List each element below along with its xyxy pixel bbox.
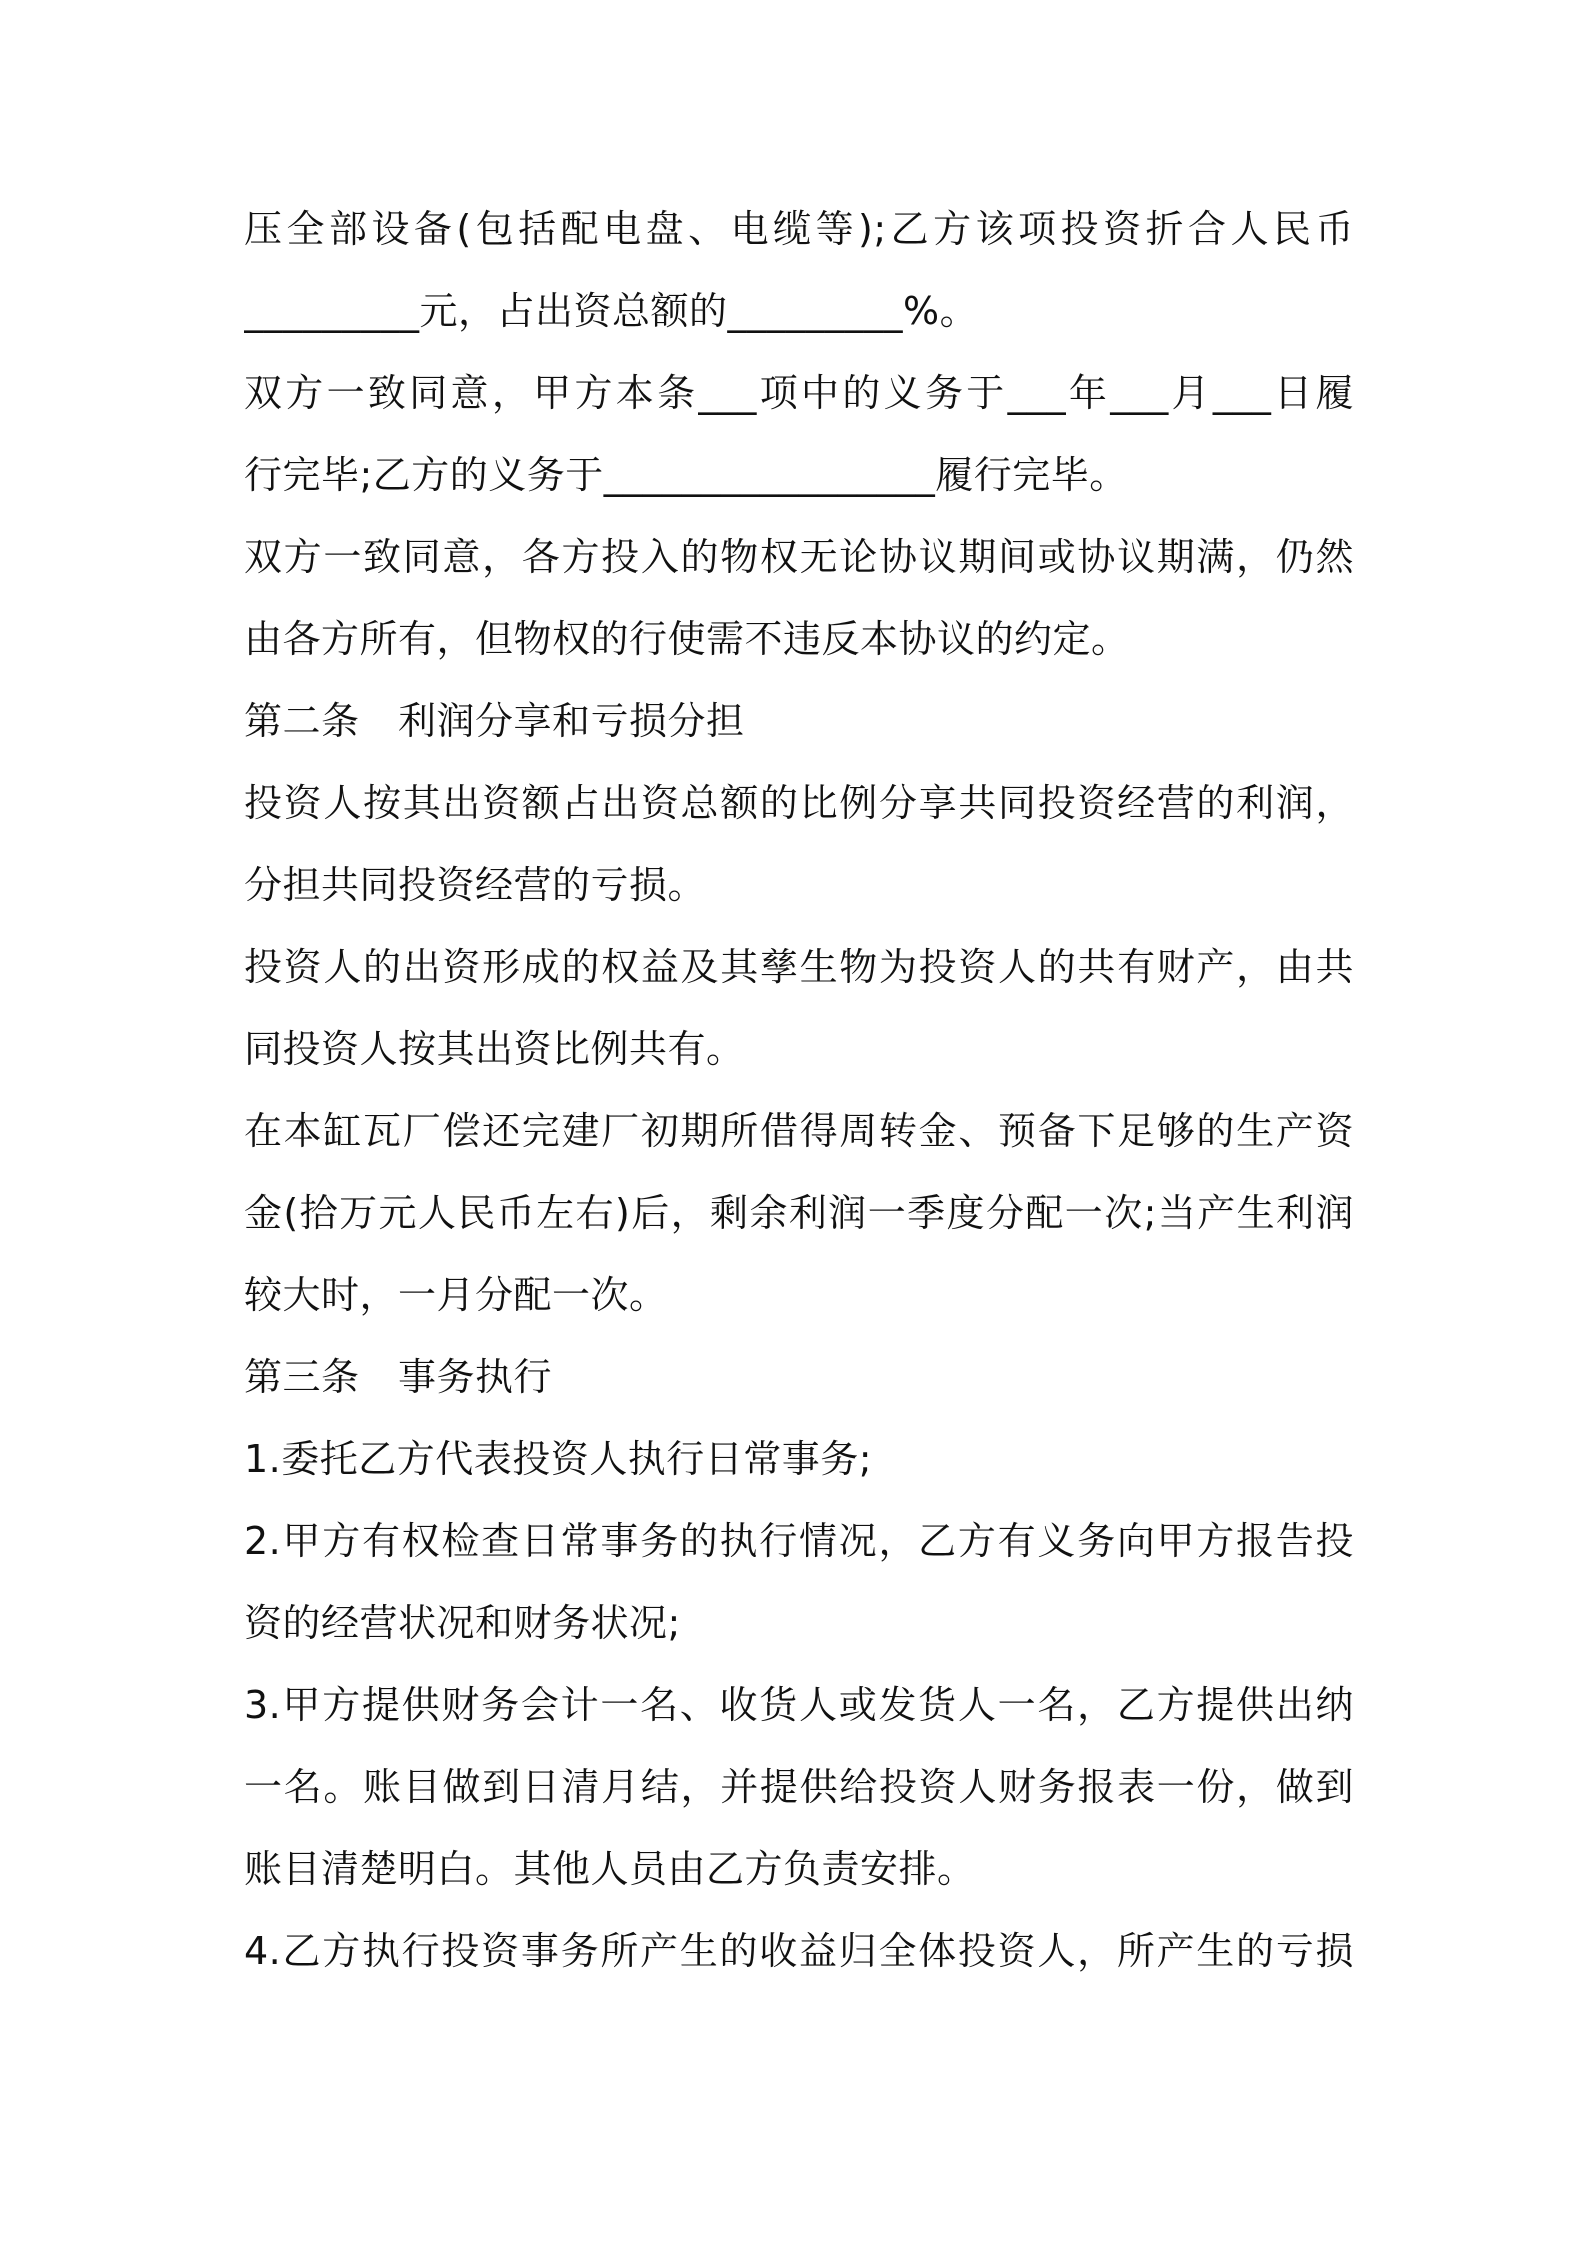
text-line: 双方一致同意，各方投入的物权无论协议期间或协议期满，仍然 (244, 535, 1354, 579)
text-line: 投资人的出资形成的权益及其孳生物为投资人的共有财产，由共 (244, 945, 1354, 989)
text-line: 账目清楚明白。其他人员由乙方负责安排。 (244, 1847, 976, 1891)
text-line: 投资人按其出资额占出资总额的比例分享共同投资经营的利润， (244, 781, 1354, 825)
text-line: 压全部设备(包括配电盘、电缆等);乙方该项投资折合人民币 (244, 207, 1354, 251)
text-line: 资的经营状况和财务状况; (244, 1601, 681, 1645)
text-line: 由各方所有，但物权的行使需不违反本协议的约定。 (244, 617, 1130, 661)
text-line: 金(拾万元人民币左右)后，剩余利润一季度分配一次;当产生利润 (244, 1191, 1354, 1235)
text-line: 4.乙方执行投资事务所产生的收益归全体投资人，所产生的亏损 (244, 1929, 1354, 1973)
text-line: 分担共同投资经营的亏损。 (244, 863, 707, 907)
section-heading: 第三条 事务执行 (244, 1355, 553, 1399)
text-line: 双方一致同意，甲方本条___项中的义务于___年___月___日履 (244, 371, 1354, 415)
text-line: 较大时，一月分配一次。 (244, 1273, 668, 1317)
text-line: 行完毕;乙方的义务于_________________履行完毕。 (244, 453, 1128, 497)
text-line: 同投资人按其出资比例共有。 (244, 1027, 745, 1071)
text-line: 3.甲方提供财务会计一名、收货人或发货人一名，乙方提供出纳 (244, 1683, 1354, 1727)
document-body (244, 188, 1354, 1992)
text-line: 在本缸瓦厂偿还完建厂初期所借得周转金、预备下足够的生产资 (244, 1109, 1354, 1153)
text-line: 一名。账目做到日清月结，并提供给投资人财务报表一份，做到 (244, 1765, 1354, 1809)
text-line: 1.委托乙方代表投资人执行日常事务; (244, 1437, 873, 1481)
section-heading: 第二条 利润分享和亏损分担 (244, 699, 745, 743)
text-line: _________元，占出资总额的_________%。 (244, 289, 979, 333)
text-line: 2.甲方有权检查日常事务的执行情况，乙方有义务向甲方报告投 (244, 1519, 1354, 1563)
